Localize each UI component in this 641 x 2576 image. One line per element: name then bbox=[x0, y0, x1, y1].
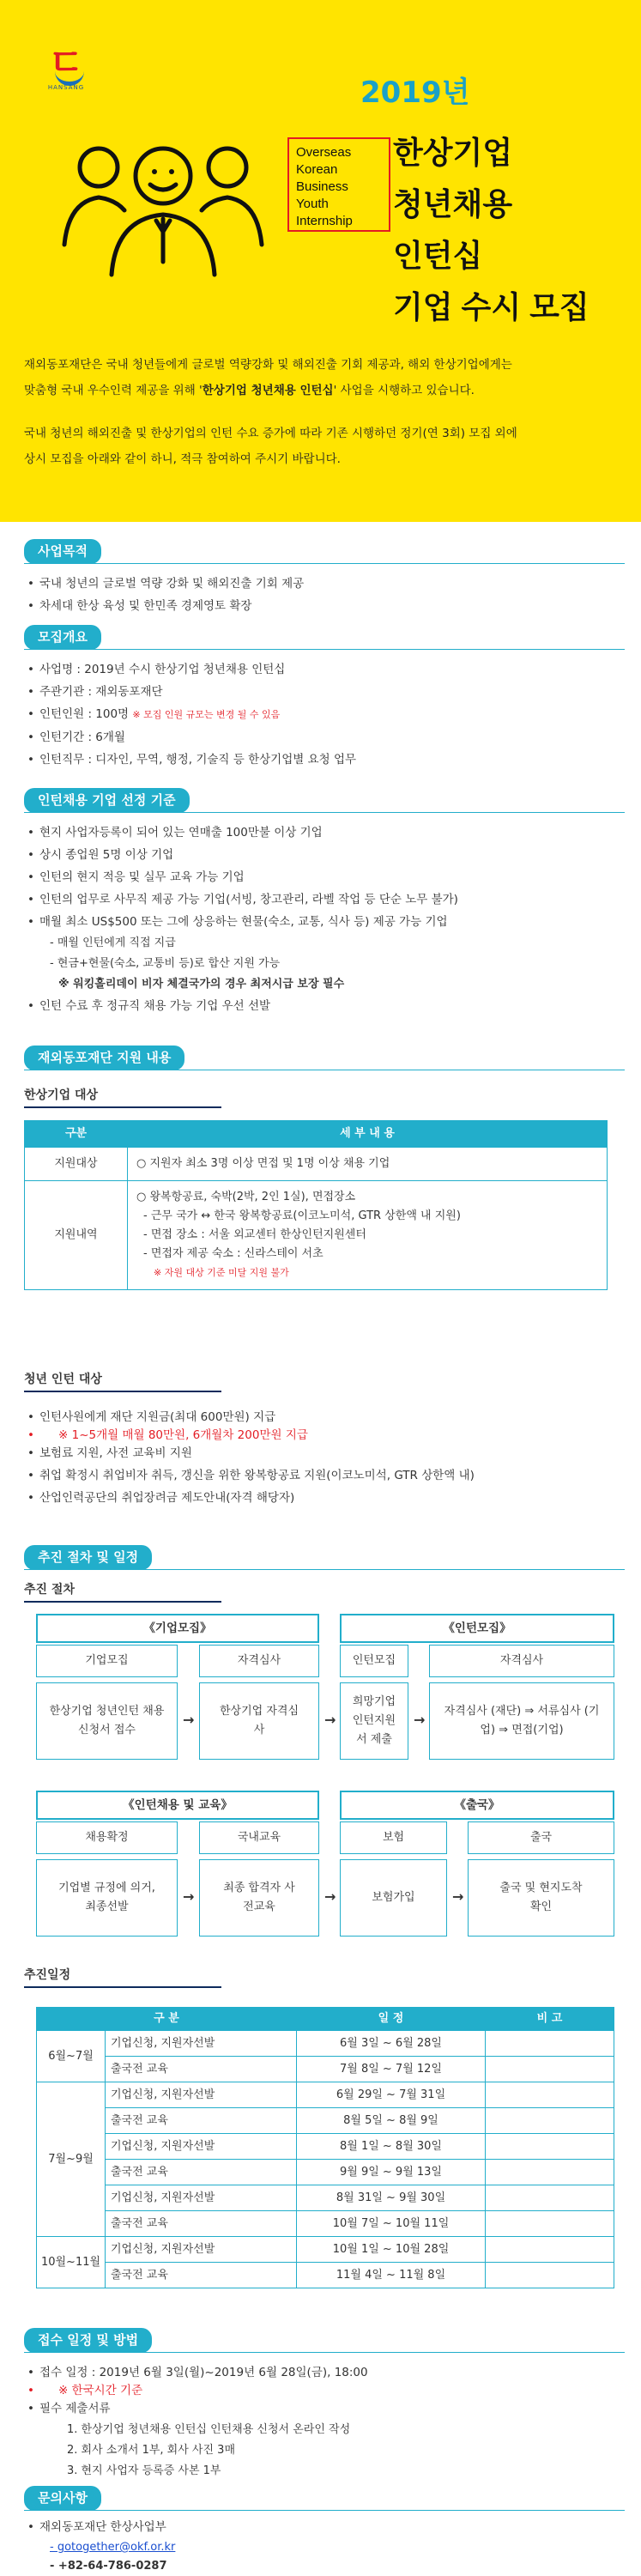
list-item: • 필수 제출서류 bbox=[24, 2397, 625, 2420]
people-icon bbox=[51, 124, 275, 279]
note: ※ 모집 인원 규모는 변경 될 수 있음 bbox=[132, 709, 281, 720]
section-purpose bbox=[24, 539, 625, 617]
subsection-title: 한상기업 대상 bbox=[24, 1088, 99, 1102]
table-row: 7월~9월 기업신청, 지원자선발 6월 29일 ~ 7월 31일 bbox=[37, 2082, 614, 2108]
list-item: • 매월 최소 US$500 또는 그에 상응하는 현물(숙소, 교통, 식사 등) 제공 가능 기업 bbox=[24, 911, 625, 933]
list-item: • 현지 사업자등록이 되어 있는 연매출 100만불 이상 기업 bbox=[24, 821, 625, 844]
list-item: • 국내 청년의 글로벌 역량 강화 및 해외진출 기회 제공 bbox=[24, 573, 625, 595]
arrow-icon: → bbox=[183, 1888, 195, 1905]
section-support bbox=[24, 1046, 625, 1290]
note: • ※ 한국시간 기준 bbox=[24, 2384, 625, 2397]
arrow-icon: → bbox=[324, 1712, 336, 1728]
hero-year: 2019년 bbox=[360, 76, 470, 110]
hero-intro: 재외동포재단은 국내 청년들에게 글로벌 역량강화 및 해외진출 기회 제공과, 해외 한상기업에게는 맞춤형 국내 우수인력 제공을 위해 '한상기업 청년채용 인턴십' 사업을 시행하고 있습니다. 국내 청년의 해외진출 및 한상기업의 인턴 수요 증가에 따라 기존 시행하던 정기(연 3회) 모집 외에 상시 모집을 아래와 같이 하니, 적극 참여하여 주시기 바랍니다. bbox=[24, 358, 517, 466]
section-schedule bbox=[24, 1967, 625, 1993]
arrow-icon: → bbox=[452, 1888, 464, 1905]
section-criteria: 인턴채용 기업 선정 기준 • 현지 사업자등록이 되어 있는 연매출 100만불 이상 기업 • 상시 종업원 5명 이상 기업 • 인턴의 현지 적응 및 실무 교육 가능 기업 • 인턴의 업무로 사무직 제공 가능 기업(서빙, 창고관리, 라벨 작업 등 단순 노무 불가) • 매월 최소 US$500 또는 그에 상응하는 현물(숙소, 교통, 식사 등) 제공 가능 기업 - 매월 인턴에게 직접 지급 - 현금+현물(숙소, 교통비 등)로 합산 지원 가능 ※ 워킹홀리데이 비자 체결국가의 경우 최저시급 보장 필수 • 인턴 수료 후 정규직 채용 가능 기업 우선 선발 bbox=[24, 788, 625, 1017]
note: • ※ 1~5개월 매월 80만원, 6개월차 200만원 지급 bbox=[24, 1428, 625, 1442]
section-title: 문의사항 bbox=[24, 2486, 101, 2511]
section-title: 사업목적 bbox=[24, 539, 101, 564]
table-row: 출국전 교육 7월 8일 ~ 7월 12일 bbox=[37, 2057, 614, 2082]
program-name-box: Overseas Korean Business Youth Internship bbox=[287, 137, 390, 232]
section-title: 접수 일정 및 방법 bbox=[24, 2328, 152, 2353]
hansang-logo: ㄷ HANSANG bbox=[36, 43, 96, 93]
subsection-title: 청년 인턴 대상 bbox=[24, 1373, 102, 1386]
section-contact bbox=[24, 2486, 625, 2576]
section-title: 추진 절차 및 일정 bbox=[24, 1545, 152, 1570]
logo-mark-icon: ㄷ bbox=[47, 41, 85, 85]
list-item: • 인턴의 현지 적응 및 실무 교육 가능 기업 bbox=[24, 866, 625, 888]
list-item: • 상시 종업원 5명 이상 기업 bbox=[24, 844, 625, 866]
list-item: • 차세대 한상 육성 및 한민족 경제영토 확장 bbox=[24, 595, 625, 617]
section-application: 접수 일정 및 방법 • 접수 일정 : 2019년 6월 3일(월)~2019년 6월 28일(금), 18:00 • ※ 한국시간 기준 • 필수 제출서류 1. 한상기업 청년채용 인턴십 인턴채용 신청서 온라인 작성 2. 회사 소개서 1부, 회사 사진 3매 3. 현지 사업자 등록증 사본 1부 bbox=[24, 2328, 625, 2482]
flow-group-title: 《인턴채용 및 교육》 bbox=[36, 1791, 319, 1820]
list-item: • 취업 확정시 취업비자 취득, 갱신을 위한 왕복항공료 지원(이코노미석, GTR 상한액 내) bbox=[24, 1464, 625, 1487]
support-table: 구분 세 부 내 용 지원대상 ○ 지원자 최소 3명 이상 면접 및 1명 이상 채용 기업 지원내역 ○ 왕복항공료, 숙박(2박, 2인 1실), 면접장소 - 근무 국가 ↔ 한국 왕복항공료(이코노미석, GTR 상한액 내 지원) - 면접 장소 : 서울 외교센터 한상인턴지원센터 - 면접자 제공 숙소 : 신라스테이 서초 ※ 자원 대상 기준 미달 지원 불가 bbox=[24, 1120, 608, 1290]
section-title: 모집개요 bbox=[24, 625, 101, 650]
contact-phone: - +82-64-786-0287 bbox=[50, 2560, 167, 2573]
table-row: 출국전 교육 10월 7일 ~ 10월 11일 bbox=[37, 2211, 614, 2237]
list-item: • 산업인력공단의 취업장려금 제도안내(자격 해당자) bbox=[24, 1487, 625, 1509]
list-item: • 보험료 지원, 사전 교육비 지원 bbox=[24, 1442, 625, 1464]
schedule-table: 구 분 일 정 비 고 6월~7월 기업신청, 지원자선발 6월 3일 ~ 6월 28일 출국전 교육 7월 8일 ~ 7월 12일 7월~9월 기업신청, 지원자선발 6월 29일 ~ 7월 31일 출국전 교육 8월 5일 ~ 8월 9일 기업신청, 지원자선발 8월 1일 ~ 8월 30일 출국전 교육 9월 9일 ~ 9월 13일 기업신청, 지원자선발 8월 31일 ~ 9월 30일 출국전 교육 10월 7일 ~ 10월 11일 10월~11월 기업신청, 지원자선발 10월 1일 ~ 10월 28일 출국전 교육 11월 4일 ~ 11월 8일 bbox=[36, 2007, 614, 2288]
hero-banner bbox=[0, 0, 641, 522]
section-process bbox=[24, 1545, 625, 1608]
list-item: • 인턴기간 : 6개월 bbox=[24, 726, 625, 749]
table-row: 출국전 교육 9월 9일 ~ 9월 13일 bbox=[37, 2160, 614, 2185]
table-row: 출국전 교육 8월 5일 ~ 8월 9일 bbox=[37, 2108, 614, 2134]
subsection-title: 추진 절차 bbox=[24, 1583, 75, 1597]
table-row: 10월~11월 기업신청, 지원자선발 10월 1일 ~ 10월 28일 bbox=[37, 2237, 614, 2263]
hero-title: 한상기업 청년채용 인턴십 기업 수시 모집 bbox=[393, 135, 590, 324]
table-row: 지원내역 ○ 왕복항공료, 숙박(2박, 2인 1실), 면접장소 - 근무 국가 ↔ 한국 왕복항공료(이코노미석, GTR 상한액 내 지원) - 면접 장소 : 서울 외교센터 한상인턴지원센터 - 면접자 제공 숙소 : 신라스테이 서초 ※ 자원 대상 기준 미달 지원 불가 bbox=[25, 1181, 608, 1290]
arrow-icon: → bbox=[183, 1712, 195, 1728]
contact-email-link[interactable]: - gotogether@okf.or.kr bbox=[50, 2541, 176, 2554]
arrow-icon: → bbox=[324, 1888, 336, 1905]
arrow-icon: → bbox=[414, 1712, 426, 1728]
section-title: 인턴채용 기업 선정 기준 bbox=[24, 788, 190, 813]
section-intern-support bbox=[24, 1372, 625, 1509]
flow-group-title: 《인턴모집》 bbox=[340, 1614, 614, 1643]
list-item: • 주관기관 : 재외동포재단 bbox=[24, 681, 625, 703]
table-row: 기업신청, 지원자선발 8월 31일 ~ 9월 30일 bbox=[37, 2185, 614, 2211]
section-overview bbox=[24, 625, 625, 771]
warning-note: ※ 워킹홀리데이 비자 체결국가의 경우 최저시급 보장 필수 bbox=[58, 978, 345, 991]
list-item: • 사업명 : 2019년 수시 한상기업 청년채용 인턴십 bbox=[24, 658, 625, 681]
list-item: • 인턴직무 : 디자인, 무역, 행정, 기술직 등 한상기업별 요청 업무 bbox=[24, 749, 625, 771]
section-title: 재외동포재단 지원 내용 bbox=[24, 1046, 184, 1070]
list-item: • 인턴 수료 후 정규직 채용 가능 기업 우선 선발 bbox=[24, 995, 625, 1017]
list-item: • 재외동포재단 한상사업부 bbox=[24, 2516, 625, 2538]
list-item: • 인턴의 업무로 사무직 제공 가능 기업(서빙, 창고관리, 라벨 작업 등 단순 노무 불가) bbox=[24, 888, 625, 911]
table-row: 지원대상 ○ 지원자 최소 3명 이상 면접 및 1명 이상 채용 기업 bbox=[25, 1148, 608, 1181]
subsection-title: 추진일정 bbox=[24, 1968, 71, 1982]
flow-group-title: 《기업모집》 bbox=[36, 1614, 319, 1643]
table-row: 기업신청, 지원자선발 8월 1일 ~ 8월 30일 bbox=[37, 2134, 614, 2160]
list-item: • 접수 일정 : 2019년 6월 3일(월)~2019년 6월 28일(금), 18:00 bbox=[24, 2361, 625, 2384]
table-row: 6월~7월 기업신청, 지원자선발 6월 3일 ~ 6월 28일 bbox=[37, 2031, 614, 2057]
list-item: • 인턴사원에게 재단 지원금(최대 600만원) 지급 bbox=[24, 1406, 625, 1428]
table-row: 출국전 교육 11월 4일 ~ 11월 8일 bbox=[37, 2263, 614, 2288]
flow-group-title: 《출국》 bbox=[340, 1791, 614, 1820]
list-item: • 인턴인원 : 100명 ※ 모집 인원 규모는 변경 될 수 있음 bbox=[24, 703, 625, 726]
